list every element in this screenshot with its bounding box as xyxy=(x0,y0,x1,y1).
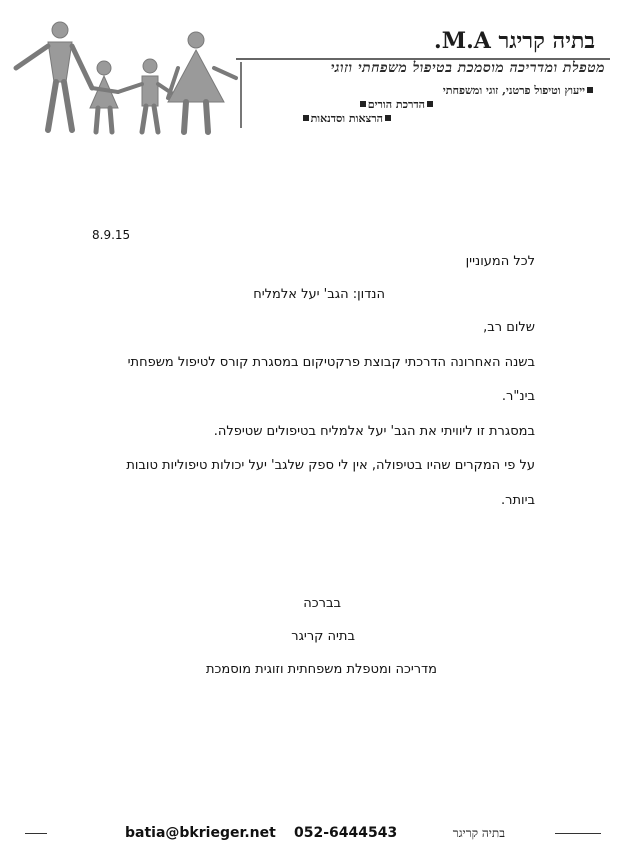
footer-email[interactable]: batia@bkrieger.net xyxy=(125,825,276,841)
closing: בברכה xyxy=(303,596,341,611)
bullet-square-icon xyxy=(385,115,391,121)
subject-line: הנדון: הגב' יעל אלמליח xyxy=(253,287,385,302)
letterhead-tagline: מטפלת ומדריכה מוסמכת בטיפול משפחתי וזוגי xyxy=(330,60,605,76)
footer-phone: 052-6444543 xyxy=(294,825,398,841)
footer-rule-right xyxy=(555,833,601,834)
bullet-square-icon xyxy=(587,87,593,93)
paragraph-line: בינ"ר. xyxy=(501,389,535,404)
paragraph-line: בשנה האחרונה הדרכתי קבוצת פרקטיקום במסגרת קורס לטיפול משפחתי xyxy=(127,355,535,370)
signer-name: בתיה קריגר xyxy=(291,629,355,644)
bullet-square-icon xyxy=(427,101,433,107)
service-item: ייעוץ וטיפול פרטני, זוגי ומשפחתי xyxy=(443,84,595,97)
family-figures-icon xyxy=(8,18,240,136)
bullet-square-icon xyxy=(360,101,366,107)
letter-date: 8.9.15 xyxy=(92,228,131,242)
greeting: שלום רב, xyxy=(483,320,535,335)
paragraph-line: במסגרת זו ליוויתי את הגב' יעל אלמליח בטיפולים שטיפלה. xyxy=(213,424,535,439)
letterhead-divider xyxy=(240,62,242,128)
footer-rule-left xyxy=(25,833,47,834)
letterhead-name: בתיה קריגר M.A. xyxy=(434,28,595,54)
service-item: הרצאות וסדנאות xyxy=(301,112,393,125)
paragraph-line: ביותר. xyxy=(501,493,535,508)
service-item: הדרכת הורים xyxy=(358,98,435,111)
paragraph-line: על פי המקרים שהיו בטיפולה, אין לי ספק שלגב' יעל יכולות טיפוליות טובות xyxy=(126,458,535,473)
footer-name: בתיה קריגר xyxy=(452,826,505,840)
bullet-square-icon xyxy=(303,115,309,121)
addressee: לכל המעוניין xyxy=(465,254,535,269)
signer-title: מדריכה ומטפלת משפחתית וזוגית מוסמכת xyxy=(205,662,437,677)
